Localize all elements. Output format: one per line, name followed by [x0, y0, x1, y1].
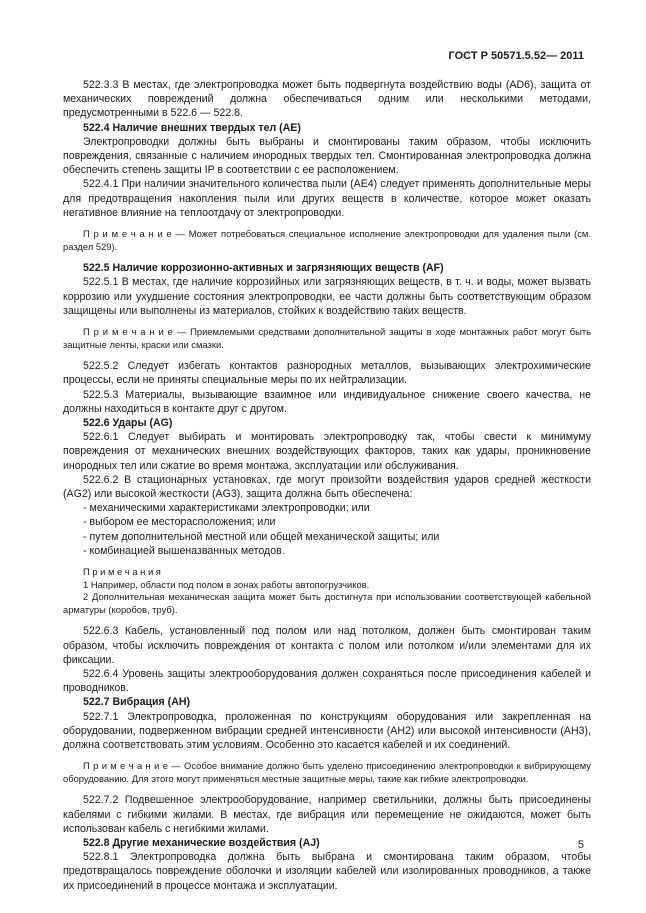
body-paragraph: 522.4.1 При наличии значительного количества пыли (AE4) следует применять дополнительные меры для предотвращения накопления пыли или других веществ в количестве, которое может оказать негативное влияние на теплоотдачу от электропроводки. [63, 178, 591, 219]
body-paragraph: 522.7.2 Подвешенное электрооборудование, например светильники, должны быть присоединены кабелями с гибкими жилами. В местах, где вибрация или перемещение не ожидаются, может быть использован кабель с негибкими жилами. [63, 794, 591, 835]
body-paragraph: 522.6.3 Кабель, установленный под полом или над потолком, должен быть смонтирован таким образом, чтобы исключить повреждения от контакта с полом или потолком и/или элементами для их фиксации. [63, 625, 591, 666]
note-paragraph: 1 Например, области под полом в зонах работы автопогрузчиков. [83, 578, 370, 590]
body-paragraph: 522.6.2 В стационарных установках, где могут произойти воздействия ударов средней жесткости (AG2) или высокой жесткости (AG3), защита должна быть обеспечена: [63, 473, 591, 501]
note-paragraph: 2 Дополнительная механическая защита может быть достигнута при использовании соответствующей кабельной арматуры (коробов, труб). [63, 591, 591, 615]
body-paragraph: 522.8.1 Электропроводка должна быть выбрана и смонтирована таким образом, чтобы предотвращалось повреждение оболочки и изоляции кабелей или изолированных проводников, а также их присоединений в процессе монтажа и эксплуатации. [63, 851, 591, 892]
note-paragraph: П р и м е ч а н и е — Может потребоваться специальное исполнение электропроводки для удаления пыли (см. раздел 529). [63, 228, 591, 252]
body-paragraph: 522.3.3 В местах, где электропроводка может быть подвергнута воздействию воды (AD6), защита от механических повреждений должна обеспечиваться одним или несколькими методами, предусмотренными в 522.6 — 522.8. [63, 79, 591, 120]
section-heading: 522.7 Вибрация (AH) [83, 696, 191, 709]
list-item: - механическими характеристиками электропроводки; или [83, 502, 370, 515]
document-body [63, 78, 591, 893]
body-paragraph: 522.5.2 Следует избегать контактов разнородных металлов, вызывающих электрохимические процессы, если не приняты специальные меры по их нейтрализации. [63, 360, 591, 387]
note-paragraph: П р и м е ч а н и я [83, 566, 161, 578]
body-paragraph: 522.6.4 Уровень защиты электрооборудования должен сохраняться после присоединения кабелей и проводников. [63, 668, 591, 695]
body-paragraph: 522.6.1 Следует выбирать и монтировать электропроводку так, чтобы свести к минимуму повреждения от механических внешних воздействующих факторов, таких как удары, проникновение инородных тел или сжатие во время монтажа, эксплуатации или обслуживания. [63, 431, 591, 472]
page-number: 5 [577, 839, 584, 851]
list-item: - комбинацией вышеназванных методов. [83, 544, 285, 557]
section-heading: 522.6 Удары (AG) [83, 417, 173, 430]
list-item: - выбором ее месторасположения; или [83, 516, 276, 529]
section-heading: 522.5 Наличие коррозионно-активных и загрязняющих веществ (AF) [83, 262, 444, 275]
body-paragraph: 522.5.3 Материалы, вызывающие взаимное или индивидуальное снижение своего качества, не должны находиться в контакте друг с другом. [63, 388, 591, 415]
section-heading: 522.4 Наличие внешних твердых тел (AE) [83, 121, 301, 134]
body-paragraph: 522.5.1 В местах, где наличие коррозийных или загрязняющих веществ, в т. ч. и воды, может вызвать коррозию или ухудшение состояния электропроводки, ее части должны быть соответствующим образом защищены или выполнены из материалов, стойких к воздействию таких веществ. [63, 276, 591, 317]
note-paragraph: П р и м е ч а н и е — Особое внимание должно быть уделено присоединению электропроводки к вибрирующему оборудованию. Для этого могут применяться местные защитные меры, такие как гибкие электропроводки. [63, 760, 591, 784]
body-paragraph: Электропроводки должны быть выбраны и смонтированы таким образом, чтобы исключить повреждения, связанные с наличием инородных твердых тел. Смонтированная электропроводка должна обеспечить степень защиты IP в соответствии с ее расположением. [63, 135, 591, 177]
standard-header: ГОСТ Р 50571.5.52— 2011 [448, 50, 584, 62]
note-paragraph: П р и м е ч а н и е — Приемлемыми средствами дополнительной защиты в ходе монтажных работ могут быть защитные ленты, краски или смазки. [63, 326, 591, 350]
list-item: - путем дополнительной местной или общей механической защиты; или [83, 530, 440, 543]
section-heading: 522.8 Другие механические воздействия (AJ) [83, 837, 320, 850]
body-paragraph: 522.7.1 Электропроводка, проложенная по конструкциям оборудования или закрепленная на оборудовании, подверженном вибрации средней интенсивности (AH2) или высокой интенсивности (AH3), должна соответствовать этим условиям. Особенно это касается кабелей и их соединений. [63, 710, 591, 752]
